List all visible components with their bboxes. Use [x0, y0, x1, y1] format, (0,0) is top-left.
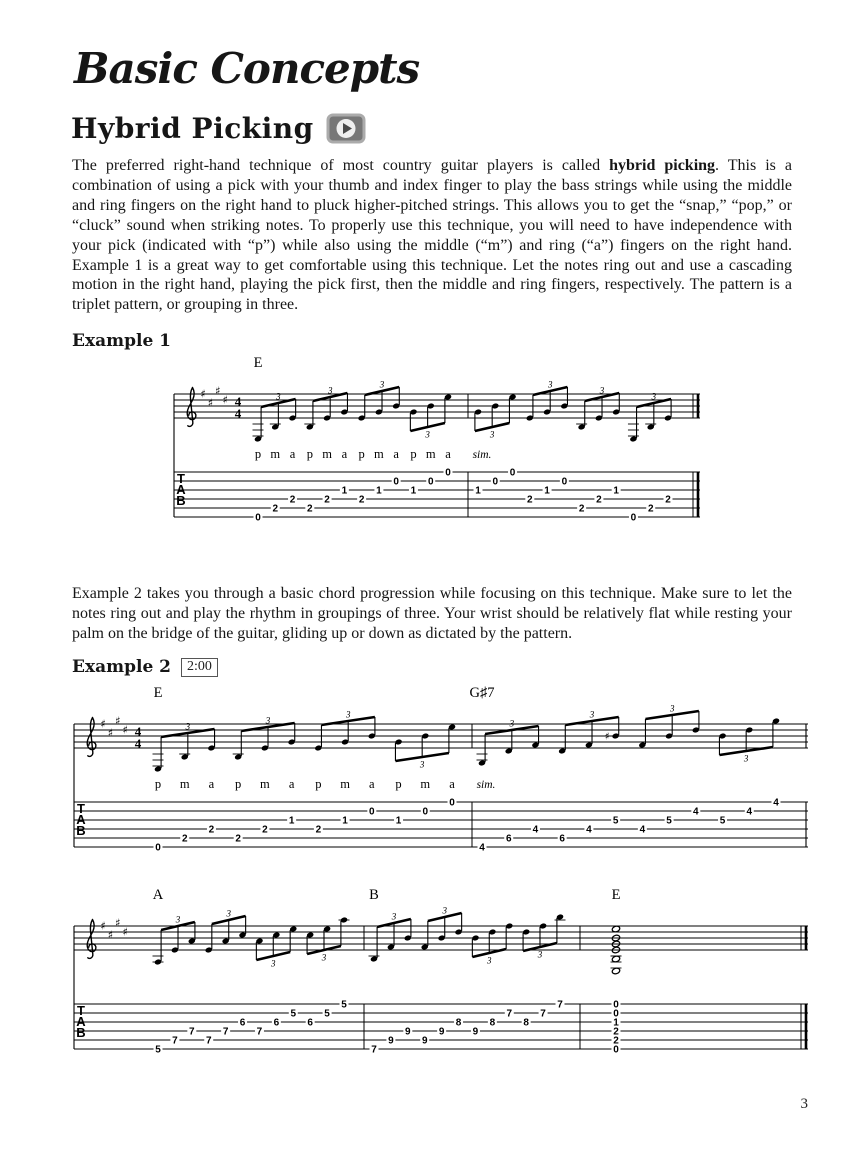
svg-text:0: 0 [613, 999, 619, 1011]
svg-text:7: 7 [506, 1008, 513, 1020]
svg-text:3: 3 [175, 914, 181, 925]
section-title: Hybrid Picking [71, 112, 314, 145]
svg-text:0: 0 [561, 476, 568, 488]
svg-text:2: 2 [527, 494, 533, 506]
svg-text:1: 1 [342, 815, 348, 827]
intro-text-post: . This is a combination of using a pick with your thumb and index finger to play the bass strings while using the middle and ring fingers on the right hand to pluck higher-pitched strings. This allows you to get the “snap,” “pop,” or “cluck” sound when striking notes. To properly use this technique, you will need to have independence with your pick (indicated with “p”) while also using the middle (“m”) and ring (“a”) fingers on the right hand. Example 1 is a great way to get comfortable using this technique. Let the notes ring out and use a cascading motion in the right hand, playing the pick first, then the middle and ring fingers, respectively. The pattern is a triplet pattern, or grouping in three. [72, 157, 792, 314]
svg-text:8: 8 [489, 1017, 496, 1029]
svg-text:9: 9 [438, 1026, 445, 1038]
svg-text:3: 3 [276, 391, 281, 402]
svg-text:5: 5 [290, 1008, 297, 1020]
svg-text:4: 4 [639, 824, 646, 836]
svg-text:m: m [260, 777, 270, 791]
svg-text:B: B [176, 493, 186, 508]
svg-text:8: 8 [523, 1017, 529, 1029]
intro-paragraph [72, 156, 792, 315]
svg-text:6: 6 [559, 833, 565, 845]
svg-text:♯: ♯ [207, 396, 214, 410]
svg-text:2: 2 [272, 503, 279, 515]
svg-text:m: m [374, 447, 384, 461]
svg-text:1: 1 [288, 815, 295, 827]
svg-text:1: 1 [613, 485, 619, 497]
svg-text:2: 2 [665, 494, 671, 506]
svg-text:B: B [76, 1025, 86, 1040]
svg-text:0: 0 [445, 467, 451, 479]
svg-text:2: 2 [613, 1035, 619, 1047]
svg-text:3: 3 [487, 955, 492, 966]
svg-text:0: 0 [427, 476, 434, 488]
svg-text:0: 0 [369, 806, 375, 818]
svg-text:1: 1 [376, 485, 382, 497]
svg-text:3: 3 [321, 952, 327, 963]
svg-text:♯: ♯ [604, 731, 610, 743]
svg-text:9: 9 [421, 1035, 428, 1047]
svg-text:B: B [76, 823, 86, 838]
svg-text:p: p [254, 447, 262, 461]
svg-text:A: A [176, 482, 186, 497]
svg-text:3: 3 [327, 385, 333, 396]
chapter-title: Basic Concepts [74, 44, 420, 93]
svg-text:p: p [395, 777, 402, 791]
svg-text:3: 3 [669, 703, 675, 714]
svg-text:7: 7 [189, 1026, 195, 1038]
svg-text:5: 5 [666, 815, 672, 827]
svg-text:3: 3 [419, 759, 425, 770]
svg-text:♯: ♯ [115, 714, 121, 728]
intro-text-pre: The preferred right-hand technique of most country guitar players is called [72, 157, 610, 174]
svg-text:3: 3 [651, 391, 657, 402]
svg-text:3: 3 [379, 379, 385, 390]
svg-text:p: p [235, 777, 242, 791]
svg-text:9: 9 [405, 1026, 411, 1038]
svg-text:5: 5 [324, 1008, 330, 1020]
svg-text:2: 2 [235, 833, 241, 845]
svg-text:7: 7 [205, 1035, 212, 1047]
svg-text:a: a [341, 447, 348, 461]
svg-text:m: m [179, 777, 190, 791]
svg-text:B: B [369, 887, 379, 903]
svg-text:♯: ♯ [122, 723, 128, 737]
example-2-line-2-notation-and-tab [72, 886, 810, 1063]
svg-text:3: 3 [547, 379, 553, 390]
svg-text:T: T [77, 1003, 85, 1018]
svg-text:5: 5 [719, 815, 726, 827]
svg-text:3: 3 [599, 385, 605, 396]
svg-text:♯: ♯ [215, 384, 221, 398]
svg-text:4: 4 [773, 797, 779, 809]
svg-text:3: 3 [442, 905, 447, 916]
svg-text:p: p [315, 777, 322, 791]
svg-text:2: 2 [289, 494, 296, 506]
svg-text:4: 4 [693, 806, 699, 818]
svg-text:sim.: sim. [472, 449, 492, 461]
svg-text:2: 2 [578, 503, 585, 515]
example-2-paragraph: Example 2 takes you through a basic chord progression while focusing on this technique. Make sure to let the notes ring out and play the rhythm in groupings of three. Your wrist should be relatively flat while resting your palm on the bridge of the guitar, gliding up or down as dictated by the pattern. [72, 585, 792, 642]
svg-text:♯: ♯ [100, 919, 106, 933]
svg-text:2: 2 [307, 503, 313, 515]
svg-text:2: 2 [647, 503, 654, 515]
svg-text:E: E [611, 887, 621, 903]
svg-text:a: a [449, 777, 455, 791]
svg-text:♯: ♯ [107, 726, 114, 740]
svg-text:3: 3 [265, 715, 271, 726]
example-1-notation-and-tab [172, 354, 702, 531]
svg-text:♯: ♯ [222, 393, 228, 407]
svg-text:E: E [253, 355, 263, 371]
svg-text:0: 0 [613, 1044, 619, 1056]
svg-text:1: 1 [410, 485, 417, 497]
svg-text:♯: ♯ [200, 387, 206, 401]
svg-text:2: 2 [262, 824, 268, 836]
example-2-heading [72, 657, 218, 677]
svg-text:0: 0 [255, 512, 261, 524]
svg-text:A: A [76, 812, 86, 827]
svg-text:3: 3 [271, 958, 276, 969]
svg-text:p: p [306, 447, 313, 461]
svg-text:A: A [76, 1014, 86, 1029]
svg-text:m: m [270, 447, 281, 461]
svg-text:2: 2 [181, 833, 188, 845]
svg-text:0: 0 [509, 467, 516, 479]
svg-text:m: m [420, 777, 431, 791]
svg-text:6: 6 [239, 1017, 246, 1029]
svg-text:a: a [208, 777, 215, 791]
section-heading-row [71, 112, 366, 145]
svg-text:0: 0 [613, 1008, 619, 1020]
svg-text:m: m [340, 777, 350, 791]
svg-text:0: 0 [393, 476, 399, 488]
svg-text:5: 5 [612, 815, 619, 827]
svg-text:3: 3 [537, 949, 543, 960]
svg-text:p: p [154, 777, 162, 791]
svg-text:4: 4 [134, 735, 142, 751]
svg-text:2: 2 [596, 494, 602, 506]
svg-text:6: 6 [505, 833, 512, 845]
example-2-label: Example 2 [72, 657, 172, 677]
svg-text:4: 4 [532, 824, 539, 836]
svg-text:a: a [445, 447, 451, 461]
svg-text:4: 4 [134, 723, 142, 739]
svg-text:4: 4 [479, 842, 485, 854]
svg-text:m: m [322, 447, 332, 461]
svg-text:7: 7 [371, 1044, 377, 1056]
page-number: 3 [800, 1096, 808, 1112]
svg-text:3: 3 [589, 709, 595, 720]
svg-text:0: 0 [155, 842, 161, 854]
svg-text:2: 2 [613, 1026, 619, 1038]
svg-text:0: 0 [492, 476, 499, 488]
svg-text:a: a [369, 777, 375, 791]
svg-text:4: 4 [746, 806, 753, 818]
svg-text:5: 5 [155, 1044, 161, 1056]
svg-text:3: 3 [509, 718, 515, 729]
svg-text:7: 7 [256, 1026, 263, 1038]
svg-text:3: 3 [345, 709, 351, 720]
svg-text:E: E [153, 685, 163, 701]
svg-text:9: 9 [388, 1035, 394, 1047]
svg-text:6: 6 [273, 1017, 280, 1029]
svg-text:2: 2 [208, 824, 215, 836]
svg-text:0: 0 [630, 512, 637, 524]
svg-text:♯: ♯ [107, 928, 114, 942]
svg-text:3: 3 [743, 753, 749, 764]
svg-text:1: 1 [395, 815, 402, 827]
svg-text:4: 4 [234, 393, 242, 409]
example-1-label: Example 1 [72, 331, 172, 351]
svg-text:6: 6 [307, 1017, 313, 1029]
svg-text:3: 3 [185, 721, 191, 732]
svg-text:1: 1 [341, 485, 348, 497]
svg-text:a: a [289, 447, 296, 461]
svg-text:4: 4 [234, 405, 242, 421]
svg-text:♯: ♯ [115, 916, 121, 930]
svg-text:7: 7 [172, 1035, 178, 1047]
svg-text:a: a [393, 447, 399, 461]
svg-text:1: 1 [544, 485, 550, 497]
svg-text:T: T [77, 801, 85, 816]
svg-text:T: T [177, 471, 185, 486]
svg-text:G♯7: G♯7 [469, 685, 495, 701]
svg-text:3: 3 [425, 429, 430, 440]
svg-text:3: 3 [226, 908, 231, 919]
svg-text:4: 4 [586, 824, 592, 836]
svg-text:♯: ♯ [122, 925, 128, 939]
svg-text:1: 1 [475, 485, 481, 497]
svg-text:8: 8 [455, 1017, 462, 1029]
svg-text:7: 7 [222, 1026, 229, 1038]
svg-text:9: 9 [472, 1026, 479, 1038]
svg-text:p: p [410, 447, 417, 461]
svg-text:m: m [425, 447, 436, 461]
svg-text:5: 5 [341, 999, 347, 1011]
example-2-timestamp-badge: 2:00 [181, 658, 218, 677]
svg-text:7: 7 [540, 1008, 546, 1020]
example-2-line-1-notation-and-tab [72, 684, 810, 861]
svg-text:sim.: sim. [476, 779, 496, 791]
svg-text:3: 3 [489, 429, 495, 440]
video-play-icon [326, 113, 366, 144]
svg-text:p: p [358, 447, 365, 461]
example-1-heading [72, 331, 171, 351]
svg-text:A: A [152, 887, 164, 903]
svg-text:2: 2 [315, 824, 322, 836]
svg-text:3: 3 [391, 911, 397, 922]
svg-text:a: a [288, 777, 295, 791]
svg-text:1: 1 [613, 1017, 619, 1029]
svg-text:♯: ♯ [100, 717, 106, 731]
svg-text:0: 0 [449, 797, 455, 809]
svg-text:2: 2 [324, 494, 330, 506]
svg-text:2: 2 [358, 494, 365, 506]
intro-text-bold-term: hybrid picking [609, 157, 716, 174]
svg-text:7: 7 [557, 999, 563, 1011]
svg-text:0: 0 [422, 806, 429, 818]
